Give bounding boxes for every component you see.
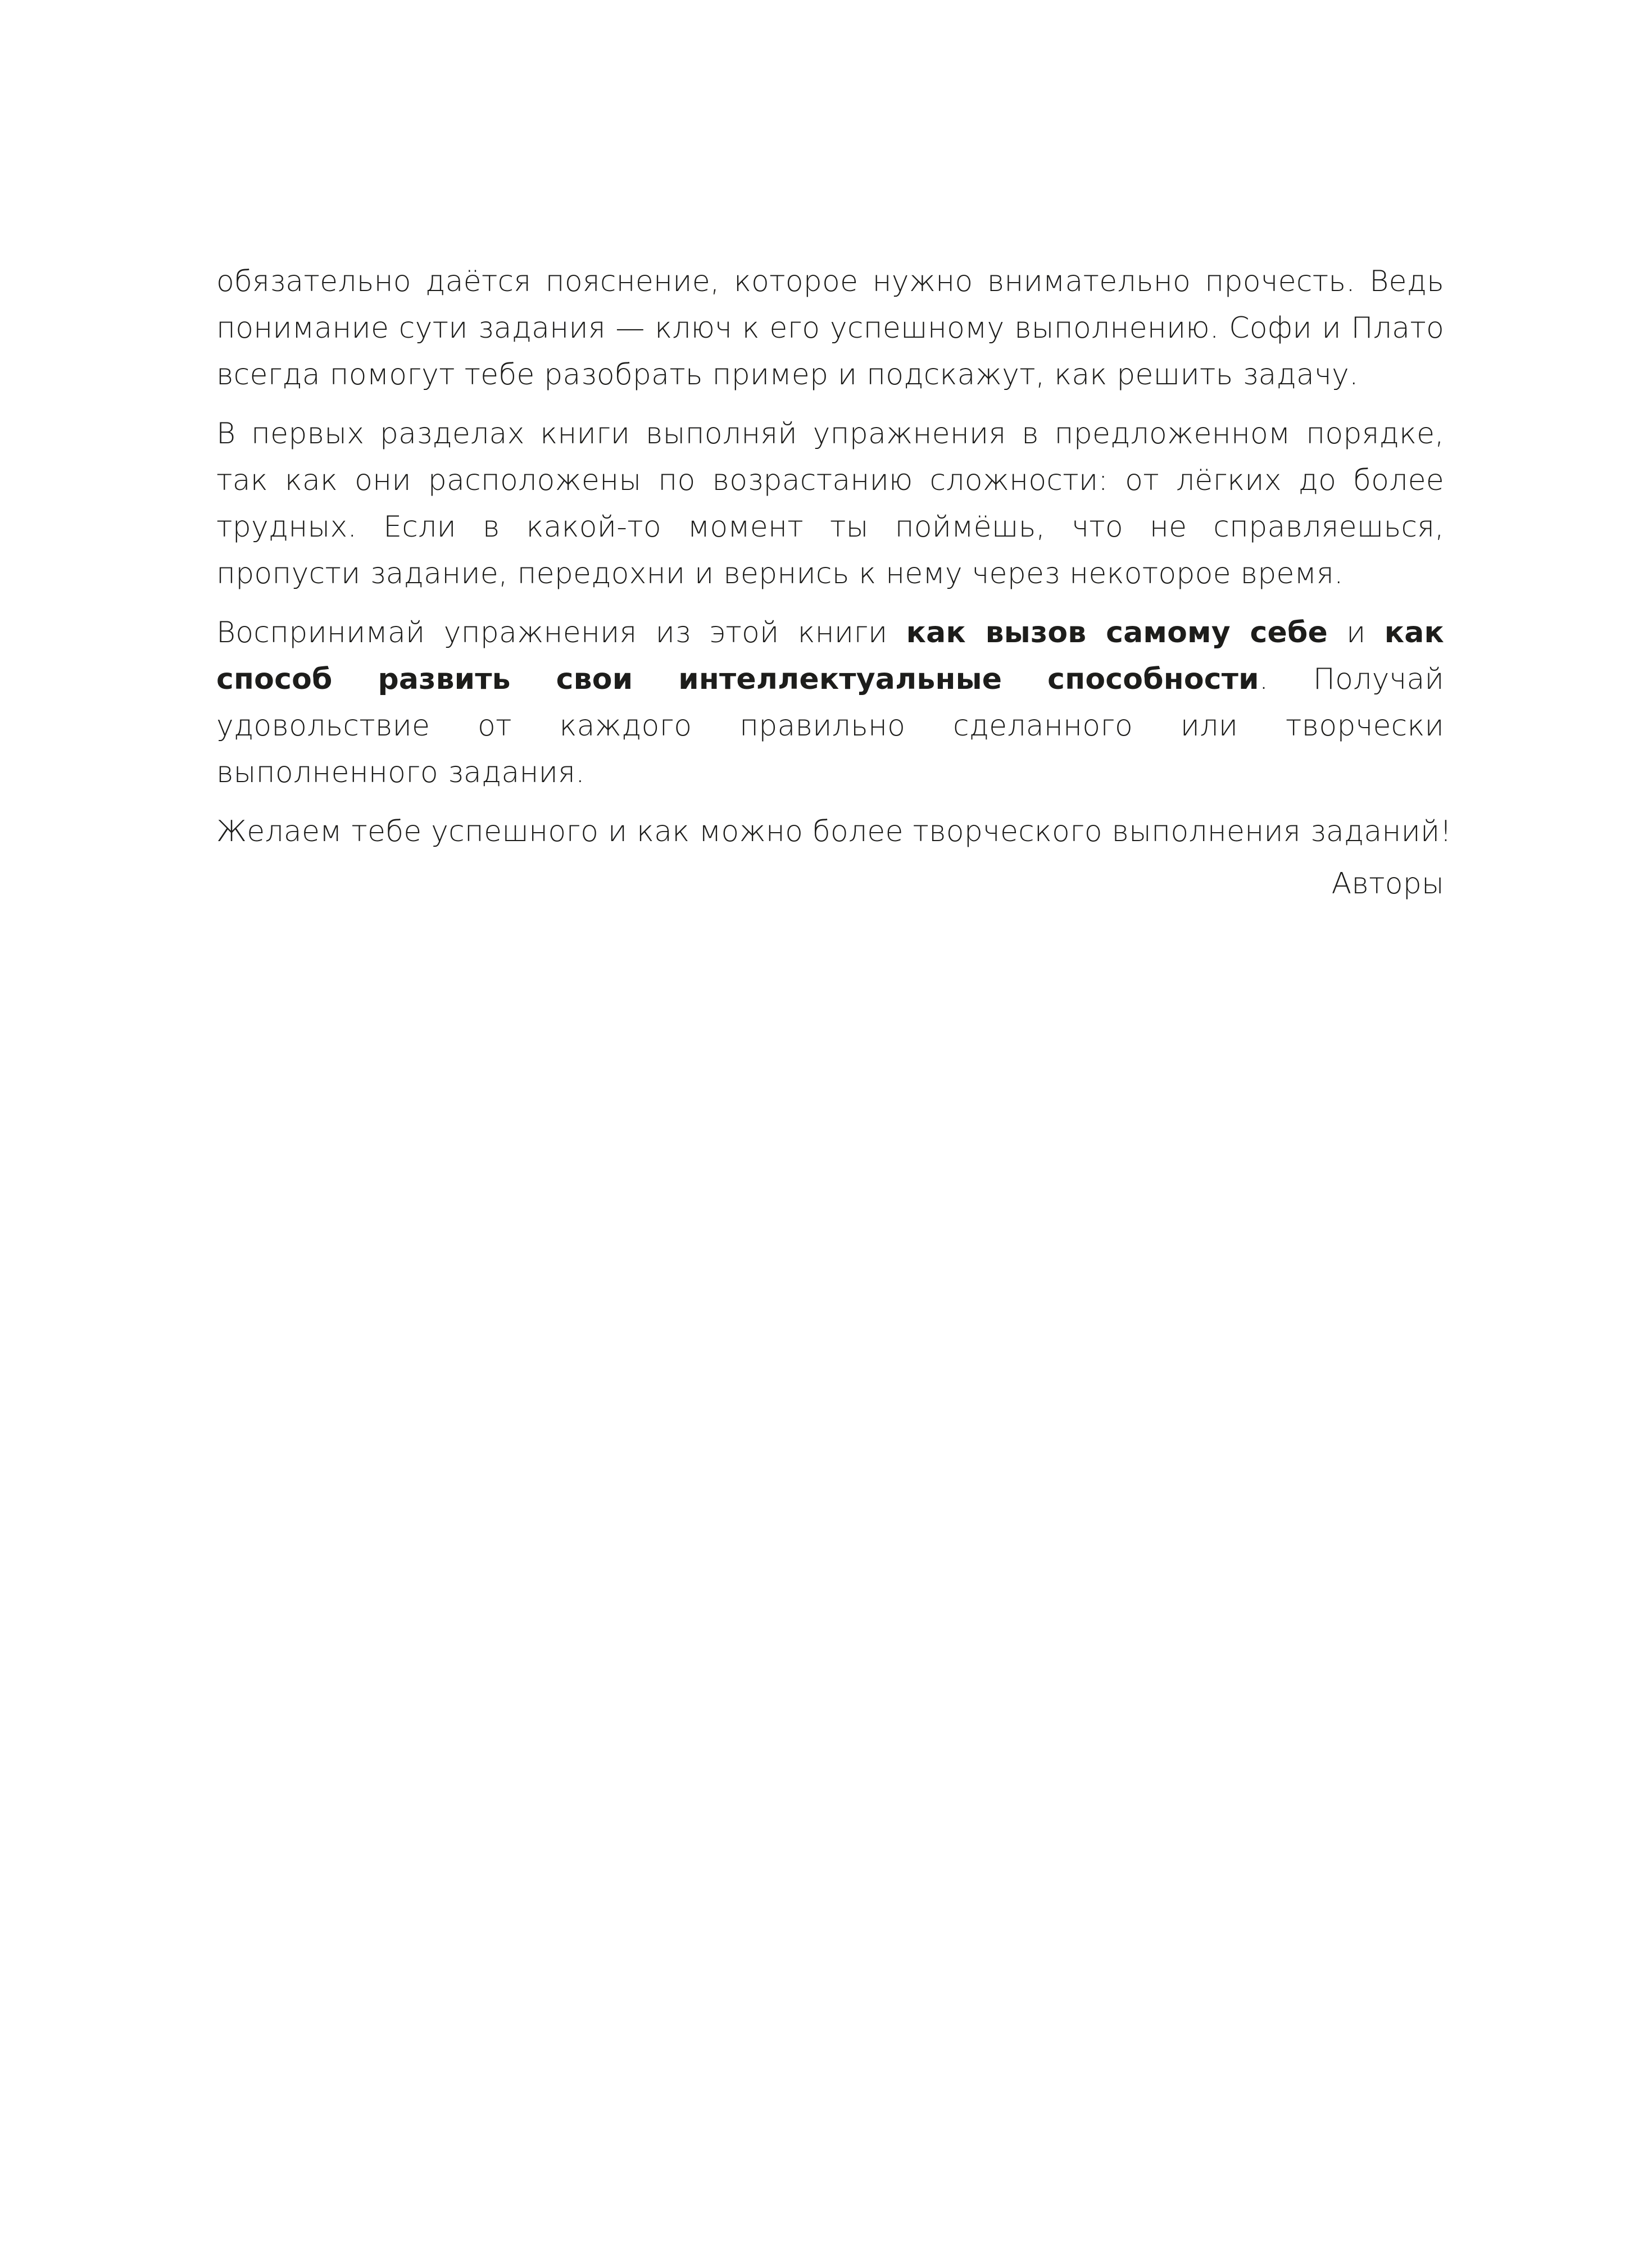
preface-text <box>216 258 1452 907</box>
paragraph-order: В первых разделах книги выполняй упражнения в предложенном порядке, так как они расположены по возрастанию сложности: от лёгких до более трудных. Если в какой-то момент ты поймёшь, что не справляешься, пропусти задание, передохни и вернись к нему через некоторое время. <box>216 417 1444 591</box>
paragraph-challenge-text-2: и <box>1328 616 1385 650</box>
authors-signature: Авторы <box>1331 867 1444 901</box>
emphasis-abilities: как способ развить свои интеллектуальные способности <box>216 616 1444 696</box>
paragraph-challenge-text-3: . Получай удовольствие от каждого правильно сделанного или творчески выполненного задания. <box>216 662 1444 789</box>
paragraph-wishes: Желаем тебе успешного и как можно более творческого выполнения заданий! <box>216 815 1452 848</box>
paragraph-explanation: обязательно даётся пояснение, которое нужно внимательно прочесть. Ведь понимание сути задания — ключ к его успешному выполнению. Софи и Плато всегда помогут тебе разобрать пример и подскажут, как решить задачу. <box>216 265 1444 392</box>
paragraph-challenge <box>216 610 1444 796</box>
emphasis-challenge: как вызов самому себе <box>906 616 1328 650</box>
paragraph-challenge-text-1: Воспринимай упражнения из этой книги <box>216 616 906 650</box>
